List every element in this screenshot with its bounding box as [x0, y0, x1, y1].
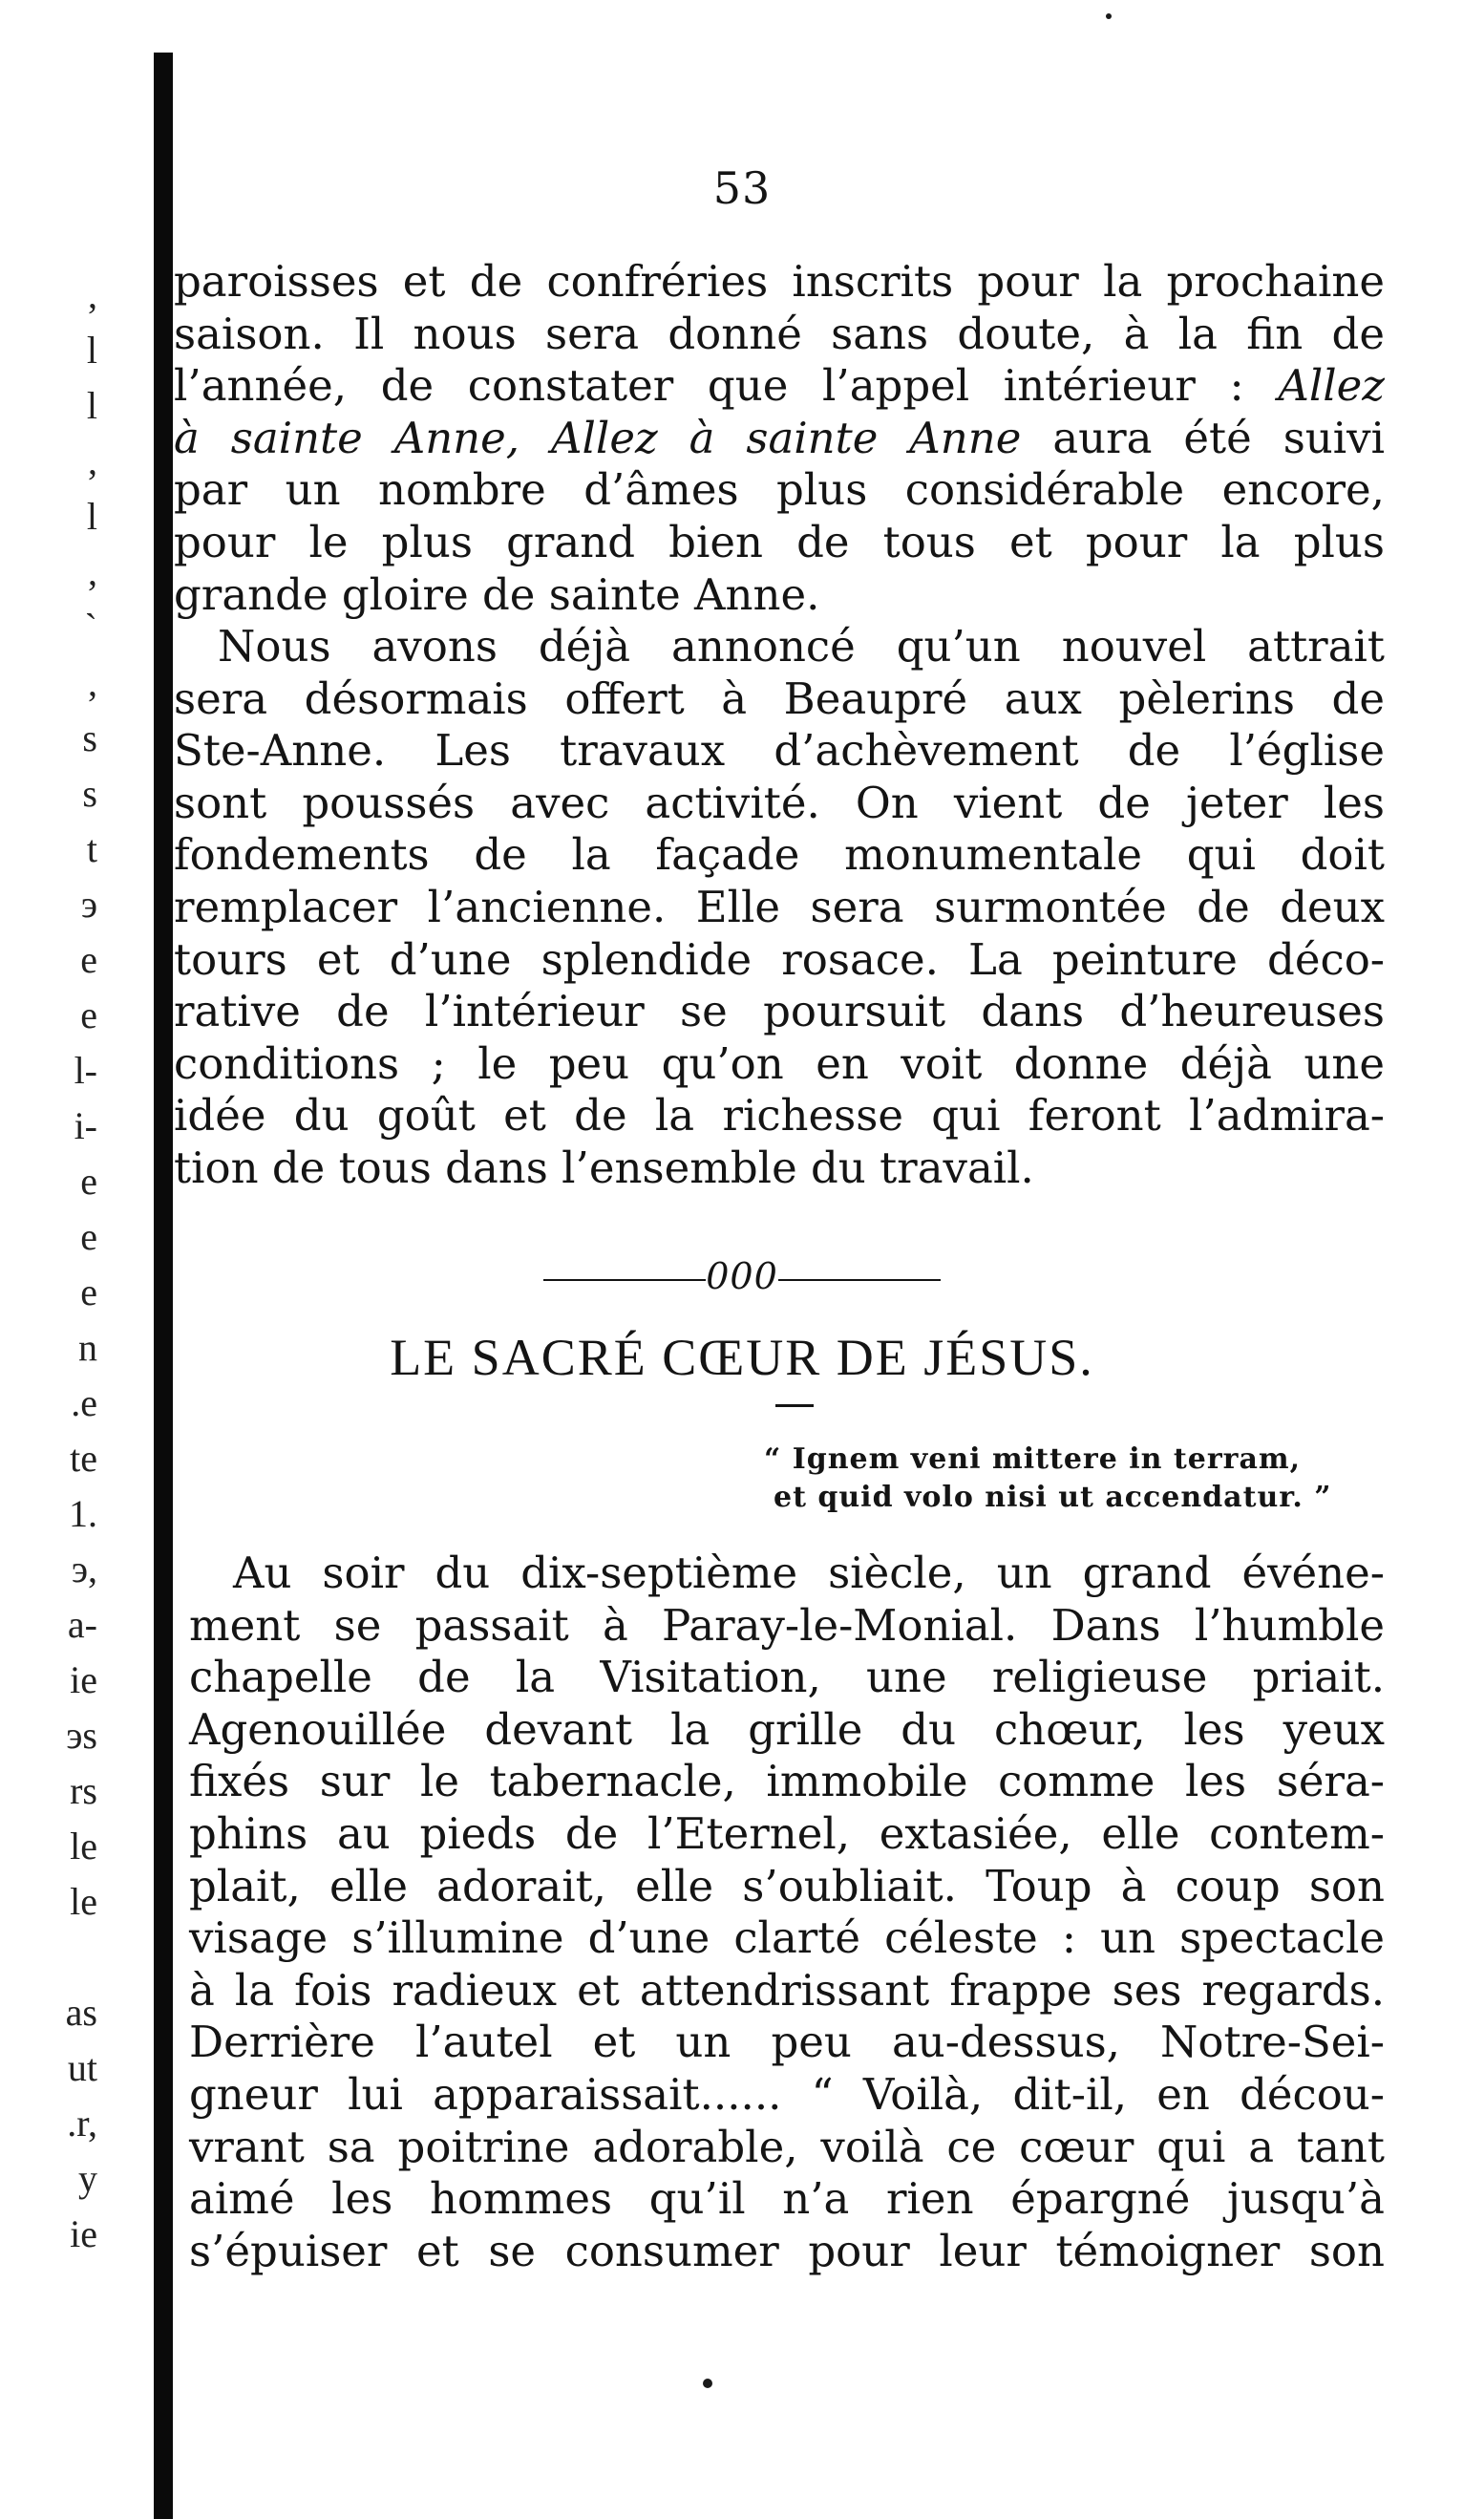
ink-speck — [1106, 13, 1112, 19]
gutter-fragment: ie — [70, 2212, 97, 2255]
text-line: Au soir du dix-septième siècle, un grand événe- — [233, 1548, 1385, 1598]
text-line: Derrière l’autel et un peu au-dessus, Notre-Sei- — [189, 2017, 1385, 2068]
gutter-fragment: ` — [84, 606, 97, 649]
text-line: vrant sa poitrine adorable, voilà ce cœur qui a tant — [189, 2121, 1385, 2172]
text-line: fondements de la façade monumentale qui doit — [174, 829, 1385, 881]
gutter-fragment: , — [88, 550, 97, 593]
gutter-fragment: , — [88, 661, 97, 704]
text-line: tours et d’une splendide rosace. La peinture déco- — [174, 933, 1385, 985]
text-line: à sainte Anne, Allez à sainte Anne aura été suivi — [174, 412, 1385, 463]
text-line: s’épuiser et se consumer pour leur témoigner son — [189, 2225, 1385, 2276]
gutter-fragment: a- — [67, 1603, 97, 1646]
text-line: par un nombre d’âmes plus considérable encore, — [174, 464, 1385, 516]
gutter-fragment: ut — [67, 2046, 97, 2089]
paragraph-3 — [189, 1548, 1385, 2277]
gutter-fragment: le — [70, 1880, 97, 1923]
gutter-fragment: n — [78, 1326, 97, 1369]
text-line: saison. Il nous sera donné sans doute, à la fin de — [174, 308, 1385, 359]
gutter-fragment: э — [80, 883, 97, 926]
gutter-fragment: e — [80, 1270, 97, 1313]
text-line: aimé les hommes qu’il n’a rien épargné jusqu’à — [189, 2173, 1385, 2225]
gutter-fragment: le — [70, 1825, 97, 1868]
epigraph — [764, 1441, 1385, 1517]
heading-rule — [775, 1404, 814, 1407]
ink-speck — [703, 2379, 712, 2388]
text-line: phins au pieds de l’Eternel, extasiée, elle contem- — [189, 1807, 1385, 1859]
text-line: idée du goût et de la richesse qui feront l’admira- — [174, 1090, 1385, 1142]
gutter-fragment: as — [65, 1991, 97, 2034]
text-line: Ste-Anne. Les travaux d’achèvement de l’église — [174, 725, 1385, 777]
epigraph-line: et quid volo nisi ut accendatur. ” — [774, 1481, 1332, 1514]
section-heading: LE SACRÉ CŒUR DE JÉSUS. — [390, 1329, 1094, 1386]
text-line: rative de l’intérieur se poursuit dans d’heureuses — [174, 986, 1385, 1037]
text-line: Agenouillée devant la grille du chœur, les yeux — [189, 1703, 1385, 1755]
epigraph-line: “ Ignem veni mittere in terram, — [764, 1442, 1302, 1476]
paragraph-2 — [174, 621, 1385, 1195]
gutter-fragment: s — [82, 716, 97, 759]
text-line: sera désormais offert à Beaupré aux pèlerins de — [174, 672, 1385, 724]
gutter-fragment: , — [88, 273, 97, 316]
gutter-fragment: l — [86, 384, 97, 427]
gutter-fragment: e — [80, 1215, 97, 1258]
gutter-fragment: , — [88, 439, 97, 482]
text-line: l’année, de constater que l’appel intérieur : Allez — [174, 360, 1385, 412]
text-line: à la fois radieux et attendrissant frappe ses regards. — [189, 1964, 1385, 2016]
text-line: gneur lui apparaissait...... “ Voilà, dit-il, en décou- — [189, 2068, 1385, 2120]
text-line: chapelle de la Visitation, une religieuse priait. — [189, 1652, 1385, 1703]
gutter-fragment: te — [70, 1437, 97, 1480]
gutter-fragment: .r, — [67, 2102, 97, 2145]
gutter-fragment: 1. — [69, 1492, 97, 1535]
text-line: plait, elle adorait, elle s’oubliait. Toup à coup son — [189, 1860, 1385, 1911]
section-separator: 000 — [0, 1255, 1484, 1297]
gutter-fragment: t — [86, 827, 97, 870]
gutter-fragment — [0, 1930, 134, 1985]
gutter-fragment: l- — [74, 1049, 97, 1092]
text-line: ment se passait à Paray-le-Monial. Dans l’humble — [189, 1599, 1385, 1651]
text-line: fixés sur le tabernacle, immobile comme les séra- — [189, 1756, 1385, 1807]
text-line: pour le plus grand bien de tous et pour la plus — [174, 516, 1385, 567]
text-line: paroisses et de confréries inscrits pour la prochaine — [174, 256, 1385, 307]
text-line: visage s’illumine d’une clarté céleste : un spectacle — [189, 1912, 1385, 1964]
gutter-fragment: .e — [71, 1381, 97, 1424]
text-line: Nous avons déjà annoncé qu’un nouvel attrait — [218, 621, 1385, 672]
gutter-fragment: y — [78, 2157, 97, 2200]
text-line: sont poussés avec activité. On vient de jeter les — [174, 777, 1385, 828]
gutter-fragment: s — [82, 772, 97, 815]
text-line: grande gloire de sainte Anne. — [174, 568, 820, 620]
paragraph-1 — [174, 256, 1385, 621]
gutter-fragment: i- — [74, 1104, 97, 1147]
gutter-fragment: l — [86, 329, 97, 372]
gutter-fragment: эs — [66, 1714, 97, 1757]
gutter-fragment: e — [80, 993, 97, 1036]
gutter-fragment: l — [86, 495, 97, 538]
text-line: tion de tous dans l’ensemble du travail. — [174, 1142, 1034, 1193]
gutter-fragment: ie — [70, 1658, 97, 1701]
gutter-fragment: e — [80, 938, 97, 981]
page-number: 53 — [712, 162, 772, 214]
text-line: remplacer l’ancienne. Elle sera surmontée de deux — [174, 881, 1385, 932]
gutter-fragment: e — [80, 1160, 97, 1203]
gutter-fragment: э, — [71, 1548, 97, 1590]
gutter-fragment: rs — [70, 1769, 97, 1812]
text-line: conditions ; le peu qu’on en voit donne déjà une — [174, 1037, 1385, 1089]
